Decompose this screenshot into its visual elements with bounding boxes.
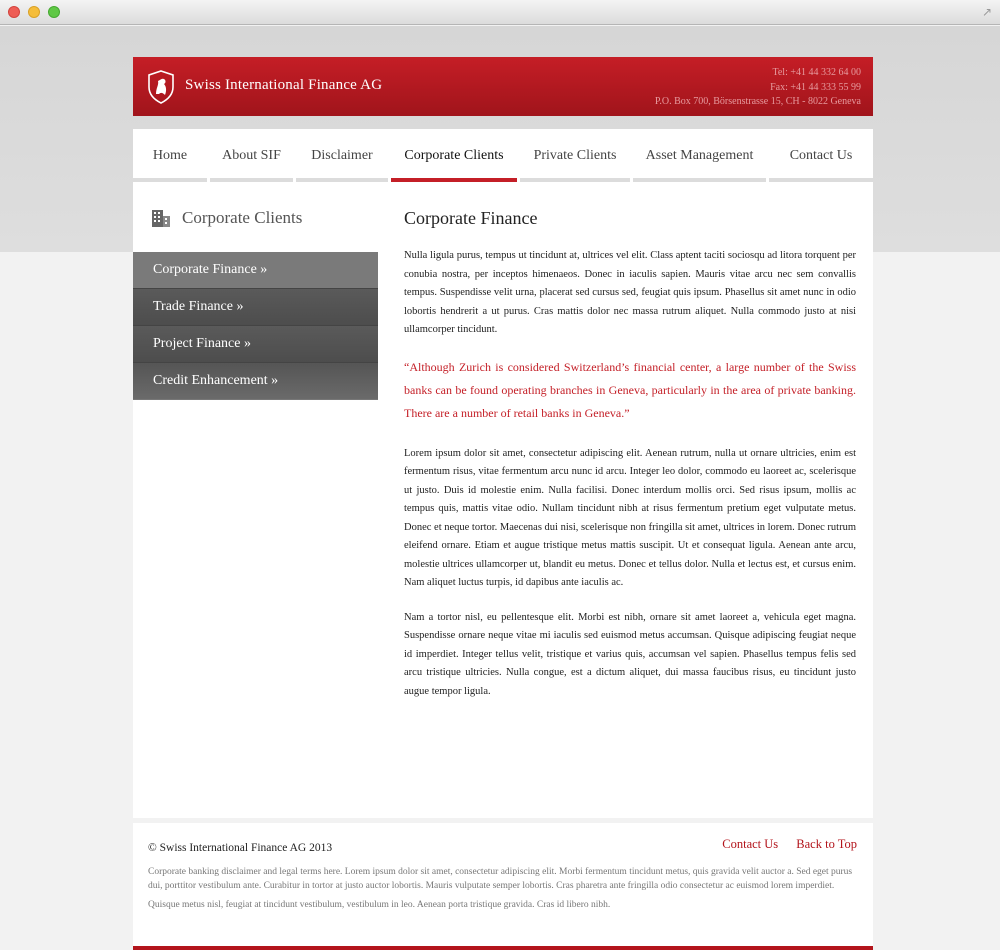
nav-item-about-sif[interactable]: About SIF — [210, 129, 293, 182]
zoom-window-button[interactable] — [48, 6, 60, 18]
main-navigation — [133, 129, 873, 182]
header-tel: Tel: +41 44 332 64 00 — [772, 67, 861, 78]
footer-disclaimer — [148, 866, 858, 919]
window-titlebar — [0, 0, 1000, 25]
nav-item-disclaimer[interactable]: Disclaimer — [296, 129, 388, 182]
brand-name[interactable]: Swiss International Finance AG — [185, 77, 383, 93]
sidebar-item-trade-finance[interactable]: Trade Finance » — [133, 289, 378, 326]
page-title: Corporate Finance — [404, 208, 538, 228]
sidebar-title — [151, 208, 302, 228]
footer-text-1: Corporate banking disclaimer and legal terms here. Lorem ipsum dolor sit amet, consectetur adipiscing elit. Morbi fermentum tincidunt metus, quis gravida velit auctor a. Sed eget purus dui, porttitor vestibulum ante. Curabitur in tortor at justo auctor lobortis. Mauris vulputate semper lobortis. Cras pharetra ante fringilla odio consectetur ac euismod lorem imperdiet. — [148, 867, 853, 891]
pull-quote: “Although Zurich is considered Switzerland’s financial center, a large number of the Swiss banks can be found operating branches in Geneva, particularly in the area of private banking. There are a number of retail banks in Geneva.” — [404, 359, 856, 420]
sidebar-item-credit-enhancement[interactable]: Credit Enhancement » — [133, 363, 378, 400]
close-window-button[interactable] — [8, 6, 20, 18]
sidebar-title-label: Corporate Clients — [182, 208, 303, 227]
site-footer — [133, 823, 873, 950]
building-icon — [151, 208, 171, 228]
site-header — [133, 57, 873, 116]
back-to-top-link[interactable]: Back to Top — [796, 837, 857, 851]
sidebar-menu — [133, 252, 378, 400]
body-paragraph-1: Lorem ipsum dolor sit amet, consectetur adipiscing elit. Aenean rutrum, nulla ut ornare ultricies, enim est fermentum risus, vitae fermentum arcu nunc id arcu. Integer leo dolor, commodo eu laoreet ac, scelerisque ut justo. Duis id molestie enim. Nulla facilisi. Donec interdum mollis orci. Sed risus ipsum, mollis ac tempus quis, mattis vitae odio. Nullam tincidunt nibh at risus fermentum pretium eget vulputate metus. Donec et neque tortor. Maecenas dui nisi, scelerisque non fringilla sit amet, ultrices in lorem. Donec rutrum eleifend ornare. Etiam et augue tristique metus mattis suscipit. Ut et consequat ligula. Aenean ante arcu, molestie ultrices ullamcorper ut, blandit eu metus. Donec et tellus dolor. Nulla et lectus est, et cursus enim. Nam aliquet luctus turpis, id dapibus ante iaculis ac. — [404, 447, 856, 588]
footer-text-2: Quisque metus nisl, feugiat at tincidunt vestibulum, vestibulum in leo. Aenean porta tristique gravida. Cras id libero nibh. — [148, 900, 611, 910]
body-paragraph-2: Nam a tortor nisl, eu pellentesque elit. Morbi est nibh, ornare sit amet laoreet a, vehicula eget magna. Suspendisse ornare neque vitae mi iaculis sed euismod metus accumsan. Quisque adipiscing feugiat neque id imperdiet. Integer tellus velit, tristique et varius quis, accumsan vel sapien. Phasellus tempus felis sed arcu tristique ultricies. Nulla congue, est a dictum aliquet, dui massa faucibus risus, eu tincidunt justo augue tempor ligula. — [404, 611, 856, 697]
main-content — [404, 208, 856, 717]
nav-item-private-clients[interactable]: Private Clients — [520, 129, 630, 182]
nav-item-asset-management[interactable]: Asset Management — [633, 129, 766, 182]
sidebar-item-corporate-finance[interactable]: Corporate Finance » — [133, 252, 378, 289]
header-address: P.O. Box 700, Börsenstrasse 15, CH - 8022 Geneva — [654, 96, 861, 107]
content-panel — [133, 182, 873, 818]
footer-accent-bar — [133, 946, 873, 950]
nav-item-home[interactable]: Home — [133, 129, 207, 182]
minimize-window-button[interactable] — [28, 6, 40, 18]
sidebar-item-project-finance[interactable]: Project Finance » — [133, 326, 378, 363]
nav-item-corporate-clients[interactable]: Corporate Clients — [391, 129, 517, 182]
header-contact-info — [655, 66, 861, 110]
header-fax: Fax: +41 44 333 55 99 — [770, 81, 861, 93]
footer-contact-link[interactable]: Contact Us — [722, 837, 779, 851]
nav-item-contact-us[interactable]: Contact Us — [769, 129, 873, 182]
fullscreen-icon[interactable]: ↗ — [981, 5, 992, 19]
copyright-text: © Swiss International Finance AG 2013 — [148, 842, 333, 854]
shield-lion-icon[interactable] — [147, 70, 175, 104]
footer-links — [707, 837, 857, 852]
intro-paragraph: Nulla ligula purus, tempus ut tincidunt at, ultrices vel elit. Class aptent taciti sociosqu ad litora torquent per conubia nostra, per inceptos himenaeos. Donec in iaculis sapien. Mauris vitae arcu nec sem convallis tempus. Suspendisse velit urna, placerat sed cursus sed, feugiat quis ipsum. Phasellus sit amet nunc in odio lobortis hendrerit a ut purus. Cras mattis dolor nec massa rutrum aliquet. Nulla commodo justo at nisi ullamcorper tincidunt. — [404, 250, 856, 335]
